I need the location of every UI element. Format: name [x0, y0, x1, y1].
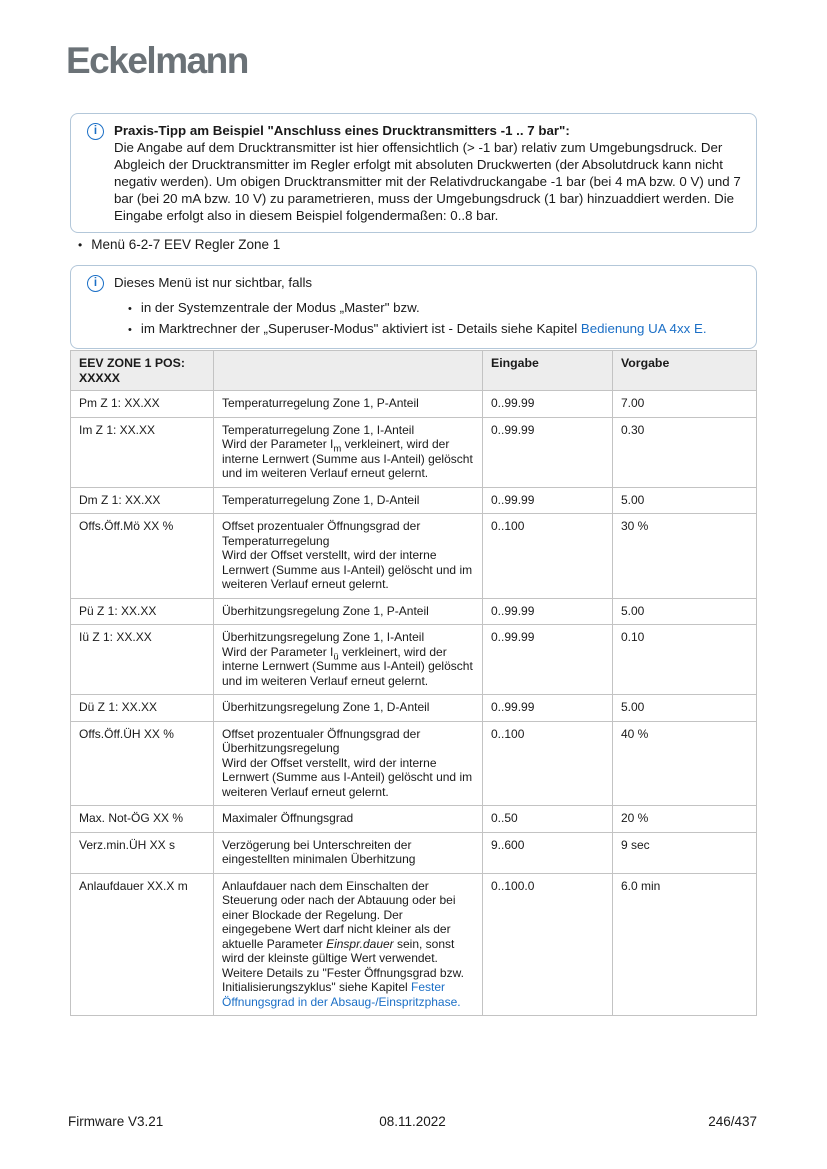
vorgabe-cell: 0.30 — [613, 417, 757, 487]
eingabe-cell: 0..99.99 — [483, 391, 613, 418]
eingabe-cell: 9..600 — [483, 832, 613, 873]
table-row — [71, 721, 757, 806]
eingabe-cell: 0..100.0 — [483, 873, 613, 1016]
table-header-row — [71, 351, 757, 391]
eingabe-cell: 0..50 — [483, 806, 613, 833]
param-cell: Verz.min.ÜH XX s — [71, 832, 214, 873]
table-row — [71, 873, 757, 1016]
table-header-param: EEV ZONE 1 POS: XXXXX — [71, 351, 214, 391]
table-row — [71, 598, 757, 625]
table-row — [71, 832, 757, 873]
vorgabe-cell: 0.10 — [613, 625, 757, 695]
bullet-icon: • — [78, 238, 83, 252]
visibility-content — [114, 274, 744, 340]
vorgabe-cell: 20 % — [613, 806, 757, 833]
param-cell: Max. Not-ÖG XX % — [71, 806, 214, 833]
param-cell: Iü Z 1: XX.XX — [71, 625, 214, 695]
table-row — [71, 514, 757, 599]
table-header-eingabe: Eingabe — [483, 351, 613, 391]
vorgabe-cell: 5.00 — [613, 487, 757, 514]
page-footer — [68, 1114, 757, 1129]
visibility-note-box — [70, 265, 757, 349]
table-body — [71, 391, 757, 1016]
description-cell: Anlaufdauer nach dem Einschalten der Steuerung oder nach der Abtauung oder bei einer Blockade der Regelung. Der eingegebene Wert darf nicht kleiner als der aktuelle Parameter Einspr.dauer sein, sonst wird der kleinste gültige Wert verwendet. Weitere Details zu "Fester Öffnungsgrad bzw. Initialisierungszyklus" siehe Kapitel Fester Öffnungsgrad in der Absaug-/Einspritzphase. — [214, 873, 483, 1016]
info-icon: i — [87, 275, 104, 292]
description-cell: Temperaturregelung Zone 1, I-Anteil Wird der Parameter $I_m$ verkleinert, wird der interne Lernwert (Summe aus I-Anteil) gelöscht und im weiteren Verlauf erneut gelernt. — [214, 417, 483, 487]
footer-date: 08.11.2022 — [379, 1114, 446, 1129]
condition-item — [128, 319, 744, 340]
table-header-vorgabe: Vorgabe — [613, 351, 757, 391]
vorgabe-cell: 6.0 min — [613, 873, 757, 1016]
tip-title: Praxis-Tipp am Beispiel "Anschluss eines Drucktransmitters -1 .. 7 bar": — [114, 123, 570, 138]
vorgabe-cell: 5.00 — [613, 598, 757, 625]
description-cell: Offset prozentualer Öffnungsgrad der Überhitzungsregelung Wird der Offset verstellt, wird der interne Lernwert (Summe aus I-Anteil) gelöscht und im weiteren Verlauf erneut gelernt. — [214, 721, 483, 806]
param-cell: Offs.Öff.ÜH XX % — [71, 721, 214, 806]
param-cell: Offs.Öff.Mö XX % — [71, 514, 214, 599]
table-row — [71, 487, 757, 514]
description-cell: Verzögerung bei Unterschreiten der eingestellten minimalen Überhitzung — [214, 832, 483, 873]
description-cell: Offset prozentualer Öffnungsgrad der Temperaturregelung Wird der Offset verstellt, wird der interne Lernwert (Summe aus I-Anteil) gelöscht und im weiteren Verlauf erneut gelernt. — [214, 514, 483, 599]
table-row — [71, 625, 757, 695]
table-row — [71, 391, 757, 418]
bullet-icon: • — [128, 303, 132, 315]
table-header-description — [214, 351, 483, 391]
parameter-table — [70, 350, 757, 1016]
description-cell: Temperaturregelung Zone 1, P-Anteil — [214, 391, 483, 418]
chapter-link[interactable]: Bedienung UA 4xx E. — [580, 321, 707, 336]
eingabe-cell: 0..99.99 — [483, 625, 613, 695]
bullet-icon: • — [128, 324, 132, 336]
tip-body: Die Angabe auf dem Drucktransmitter ist hier offensichtlich (> -1 bar) relativ zum Umgebungsdruck. Der Abgleich der Drucktransmitter im Regler erfolgt mit absoluten Druckwerten (der Absolutdruck kann nicht negativ werden). Um obigen Drucktransmitter mit der Relativdruckangabe -1 bar (bei 4 mA bzw. 0 V) und 7 bar (bei 20 mA bzw. 10 V) zu parametrieren, muss der Umgebungsdruck (1 bar) hinzuaddiert werden. Die Eingabe erfolgt also in diesem Beispiel folgendermaßen: 0..8 bar. — [114, 140, 741, 223]
param-cell: Im Z 1: XX.XX — [71, 417, 214, 487]
table-row — [71, 695, 757, 722]
vorgabe-cell: 5.00 — [613, 695, 757, 722]
table-row — [71, 806, 757, 833]
table-row — [71, 417, 757, 487]
info-icon: i — [87, 123, 104, 140]
description-cell: Maximaler Öffnungsgrad — [214, 806, 483, 833]
description-cell: Überhitzungsregelung Zone 1, I-Anteil Wird der Parameter $I_ü$ verkleinert, wird der interne Lernwert (Summe aus I-Anteil) gelöscht und im weiteren Verlauf erneut gelernt. — [214, 625, 483, 695]
praxis-tip-box — [70, 113, 757, 233]
param-cell: Dü Z 1: XX.XX — [71, 695, 214, 722]
visibility-intro: Dieses Menü ist nur sichtbar, falls — [114, 275, 313, 290]
chapter-link[interactable]: Fester Öffnungsgrad in der Absaug-/Einspritzphase. — [222, 980, 461, 1009]
param-cell: Pü Z 1: XX.XX — [71, 598, 214, 625]
visibility-conditions — [114, 298, 744, 340]
tip-content — [114, 122, 744, 224]
vorgabe-cell: 9 sec — [613, 832, 757, 873]
vorgabe-cell: 30 % — [613, 514, 757, 599]
eingabe-cell: 0..100 — [483, 721, 613, 806]
condition-text: im Marktrechner der „Superuser-Modus" aktiviert ist - Details siehe Kapitel Bedienung UA 4xx E. — [140, 321, 707, 336]
footer-firmware-version: Firmware V3.21 — [68, 1114, 164, 1129]
param-cell: Pm Z 1: XX.XX — [71, 391, 214, 418]
description-cell: Temperaturregelung Zone 1, D-Anteil — [214, 487, 483, 514]
eingabe-cell: 0..100 — [483, 514, 613, 599]
eckelmann-logo: Eckelmann — [66, 40, 248, 81]
vorgabe-cell: 7.00 — [613, 391, 757, 418]
condition-text: in der Systemzentrale der Modus „Master" bzw. — [140, 300, 420, 315]
menu-bullet-label: Menü 6-2-7 EEV Regler Zone 1 — [91, 237, 281, 252]
eingabe-cell: 0..99.99 — [483, 695, 613, 722]
vorgabe-cell: 40 % — [613, 721, 757, 806]
eingabe-cell: 0..99.99 — [483, 487, 613, 514]
param-cell: Dm Z 1: XX.XX — [71, 487, 214, 514]
condition-item — [128, 298, 744, 319]
eingabe-cell: 0..99.99 — [483, 417, 613, 487]
param-cell: Anlaufdauer XX.X m — [71, 873, 214, 1016]
menu-bullet-line — [78, 237, 280, 252]
eingabe-cell: 0..99.99 — [483, 598, 613, 625]
description-cell: Überhitzungsregelung Zone 1, P-Anteil — [214, 598, 483, 625]
footer-page-number: 246/437 — [708, 1114, 757, 1129]
description-cell: Überhitzungsregelung Zone 1, D-Anteil — [214, 695, 483, 722]
